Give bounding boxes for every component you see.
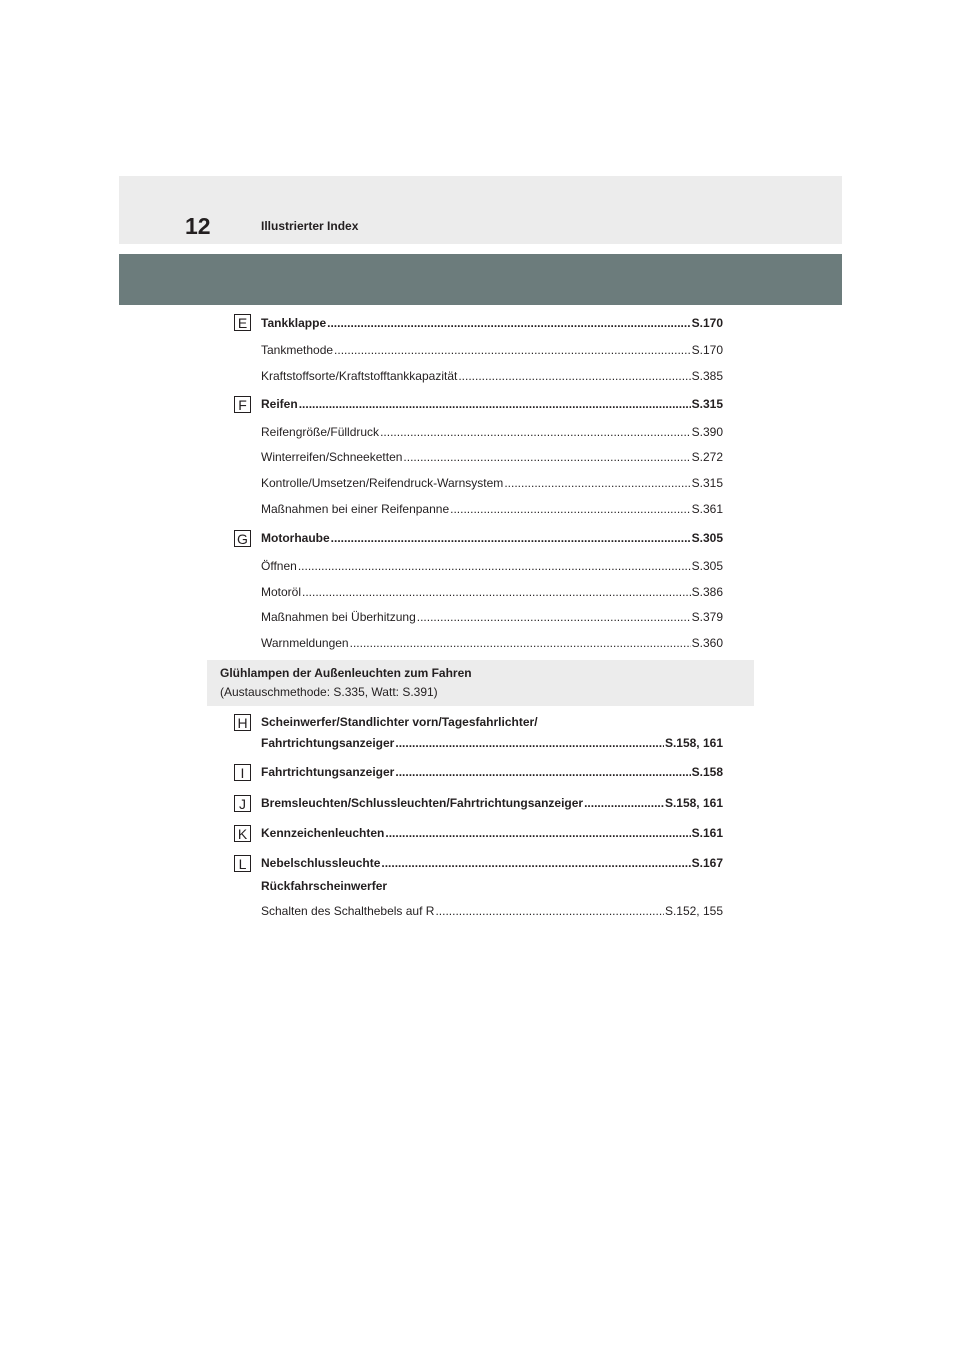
entry-label: Schalten des Schalthebels auf R — [261, 904, 435, 918]
entry-page: S.167 — [691, 856, 723, 870]
entry-page: S.386 — [691, 585, 723, 599]
index-entry[interactable] — [261, 558, 723, 574]
letter-marker-e: E — [234, 314, 251, 331]
letter-marker-j: J — [234, 795, 251, 812]
entry-page: S.158 — [691, 765, 723, 779]
letter-marker-h: H — [234, 714, 251, 731]
entry-page: S.272 — [691, 450, 723, 464]
leader-dots — [395, 735, 664, 751]
entry-label: Reifen — [261, 397, 298, 411]
index-entry[interactable] — [261, 424, 723, 440]
index-entry-bremsleuchten[interactable] — [261, 795, 723, 811]
index-entry-tankklappe[interactable] — [261, 315, 723, 331]
leader-dots — [299, 396, 691, 412]
index-entry[interactable] — [261, 903, 723, 919]
entry-label: Motoröl — [261, 585, 302, 599]
index-entry[interactable] — [261, 368, 723, 384]
entry-label: Öffnen — [261, 559, 297, 573]
leader-dots — [331, 530, 691, 546]
entry-page: S.390 — [691, 425, 723, 439]
index-entry[interactable] — [261, 635, 723, 651]
section-title: Illustrierter Index — [261, 219, 359, 233]
index-entry[interactable] — [261, 475, 723, 491]
entry-label: Kraftstoffsorte/Kraftstofftankkapazität — [261, 369, 458, 383]
illustration-bar — [119, 254, 842, 305]
entry-page: S.305 — [691, 531, 723, 545]
leader-dots — [380, 424, 691, 440]
info-box-title: Glühlampen der Außenleuchten zum Fahren — [220, 666, 472, 680]
leader-dots — [584, 795, 664, 811]
leader-dots — [395, 764, 690, 780]
entry-label: Fahrtrichtungsanzeiger — [261, 765, 395, 779]
page-number: 12 — [185, 213, 211, 239]
leader-dots — [504, 475, 690, 491]
entry-label: Fahrtrichtungsanzeiger — [261, 736, 395, 750]
entry-page: S.379 — [691, 610, 723, 624]
index-entry[interactable] — [261, 609, 723, 625]
letter-marker-g: G — [234, 530, 251, 547]
index-entry[interactable] — [261, 449, 723, 465]
entry-label: Kontrolle/Umsetzen/Reifendruck-Warnsystem — [261, 476, 504, 490]
info-box-subtitle: (Austauschmethode: S.335, Watt: S.391) — [220, 685, 438, 699]
entry-label: Tankklappe — [261, 316, 327, 330]
entry-page: S.385 — [691, 369, 723, 383]
entry-label: Motorhaube — [261, 531, 330, 545]
entry-label: Nebelschlussleuchte — [261, 856, 381, 870]
entry-page: S.170 — [691, 343, 723, 357]
index-entry[interactable] — [261, 342, 723, 358]
leader-dots — [334, 342, 691, 358]
entry-label: Kennzeichenleuchten — [261, 826, 385, 840]
entry-page: S.161 — [691, 826, 723, 840]
index-entry-motorhaube[interactable] — [261, 530, 723, 546]
leader-dots — [298, 558, 691, 574]
entry-page: S.305 — [691, 559, 723, 573]
letter-marker-f: F — [234, 396, 251, 413]
entry-page: S.315 — [691, 476, 723, 490]
entry-label: Maßnahmen bei einer Reifenpanne — [261, 502, 450, 516]
entry-label: Winterreifen/Schneeketten — [261, 450, 403, 464]
letter-marker-l: L — [234, 855, 251, 872]
index-entry-nebelschlussleuchte[interactable] — [261, 855, 723, 871]
entry-label: Reifengröße/Fülldruck — [261, 425, 380, 439]
index-entry-line: Scheinwerfer/Standlichter vorn/Tagesfahrlichter/ — [261, 715, 538, 729]
index-entry-rueckfahrscheinwerfer: Rückfahrscheinwerfer — [261, 879, 388, 893]
entry-page: S.152, 155 — [664, 904, 723, 918]
index-entry-scheinwerfer[interactable] — [261, 735, 723, 751]
index-entry-reifen[interactable] — [261, 396, 723, 412]
entry-page: S.361 — [691, 502, 723, 516]
entry-page: S.158, 161 — [664, 796, 723, 810]
index-entry-kennzeichenleuchten[interactable] — [261, 825, 723, 841]
index-entry-fahrtrichtungsanzeiger[interactable] — [261, 764, 723, 780]
entry-label: Bremsleuchten/Schlussleuchten/Fahrtrichtungsanzeiger — [261, 796, 584, 810]
leader-dots — [381, 855, 690, 871]
index-entry[interactable] — [261, 501, 723, 517]
entry-page: S.360 — [691, 636, 723, 650]
leader-dots — [350, 635, 691, 651]
leader-dots — [435, 903, 663, 919]
leader-dots — [450, 501, 691, 517]
leader-dots — [385, 825, 690, 841]
letter-marker-i: I — [234, 764, 251, 781]
leader-dots — [417, 609, 691, 625]
leader-dots — [327, 315, 691, 331]
entry-label: Warnmeldungen — [261, 636, 349, 650]
letter-marker-k: K — [234, 825, 251, 842]
entry-page: S.158, 161 — [664, 736, 723, 750]
index-entry[interactable] — [261, 584, 723, 600]
entry-page: S.315 — [691, 397, 723, 411]
leader-dots — [458, 368, 690, 384]
entry-label: Maßnahmen bei Überhitzung — [261, 610, 416, 624]
entry-page: S.170 — [691, 316, 723, 330]
entry-label: Tankmethode — [261, 343, 334, 357]
leader-dots — [302, 584, 691, 600]
leader-dots — [403, 449, 690, 465]
header-band — [119, 176, 842, 244]
